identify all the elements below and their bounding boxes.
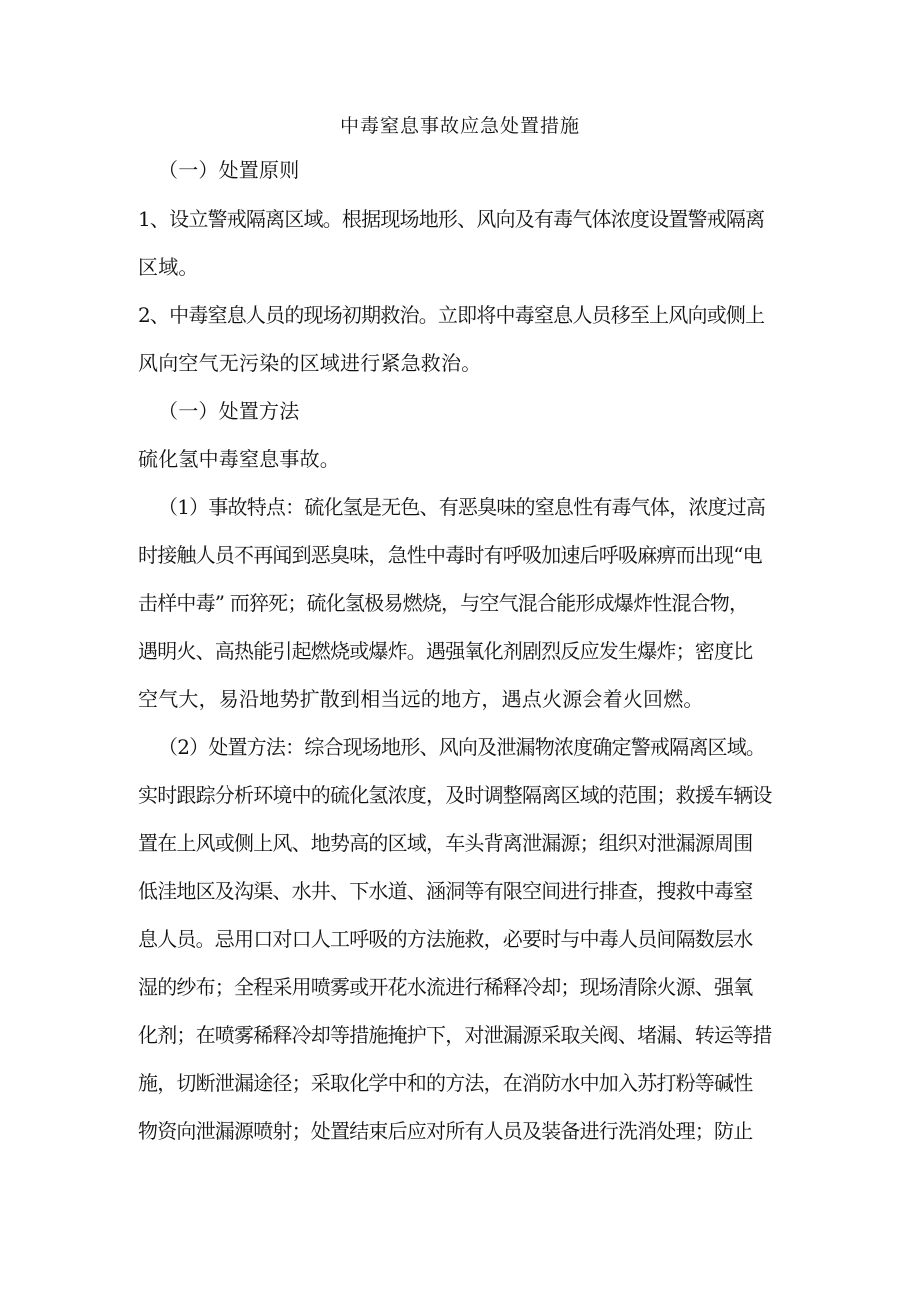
- methods-line: 置在上风或侧上风、地势高的区域，车头背离泄漏源；组织对泄漏源周围: [138, 831, 753, 855]
- document-title: 中毒窒息事故应急处置措施: [339, 115, 580, 137]
- item2-line2: 风向空气无污染的区域进行紧急救治。: [138, 351, 482, 375]
- methods-line: 湿的纱布；全程采用喷雾或开花水流进行稀释冷却；现场清除火源、强氧: [138, 975, 753, 999]
- methods-line: 息人员。忌用口对口人工呼吸的方法施救，必要时与中毒人员间隔数层水: [138, 927, 753, 951]
- item2-line1: 2、中毒窒息人员的现场初期救治。立即将中毒窒息人员移至上风向或侧上: [138, 303, 765, 327]
- methods-line: （2）处置方法：综合现场地形、风向及泄漏物浓度确定警戒隔离区域。: [158, 735, 766, 759]
- methods-line: 化剂；在喷雾稀释冷却等措施掩护下，对泄漏源采取关阀、堵漏、转运等措: [138, 1023, 772, 1047]
- methods-line: 低洼地区及沟渠、水井、下水道、涵洞等有限空间进行排查，搜救中毒窒: [138, 879, 753, 903]
- subject-line: 硫化氢中毒窒息事故。: [138, 447, 340, 471]
- heading-methods: （一）处置方法: [158, 399, 300, 423]
- features-line: 遇明火、高热能引起燃烧或爆炸。遇强氧化剂剧烈反应发生爆炸；密度比: [138, 639, 753, 663]
- methods-line: 物资向泄漏源喷射；处置结束后应对所有人员及装备进行洗消处理；防止: [138, 1119, 753, 1143]
- methods-line: 实时跟踪分析环境中的硫化氢浓度，及时调整隔离区域的范围；救援车辆设: [138, 783, 772, 807]
- heading-principles: （一）处置原则: [158, 158, 300, 182]
- features-line: 击样中毒” 而猝死；硫化氢极易燃烧，与空气混合能形成爆炸性混合物，: [138, 591, 749, 615]
- item1-line1: 1、设立警戒隔离区域。根据现场地形、风向及有毒气体浓度设置警戒隔离: [138, 207, 765, 231]
- methods-line: 施，切断泄漏途径；采取化学中和的方法，在消防水中加入苏打粉等碱性: [138, 1071, 753, 1095]
- features-line: 时接触人员不再闻到恶臭味，急性中毒时有呼吸加速后呼吸麻痹而出现“电: [138, 543, 762, 567]
- features-line: （1）事故特点：硫化氢是无色、有恶臭味的窒息性有毒气体，浓度过高: [158, 495, 766, 519]
- item1-line2: 区域。: [138, 255, 199, 279]
- features-line: 空气大，易沿地势扩散到相当远的地方，遇点火源会着火回燃。: [138, 687, 704, 711]
